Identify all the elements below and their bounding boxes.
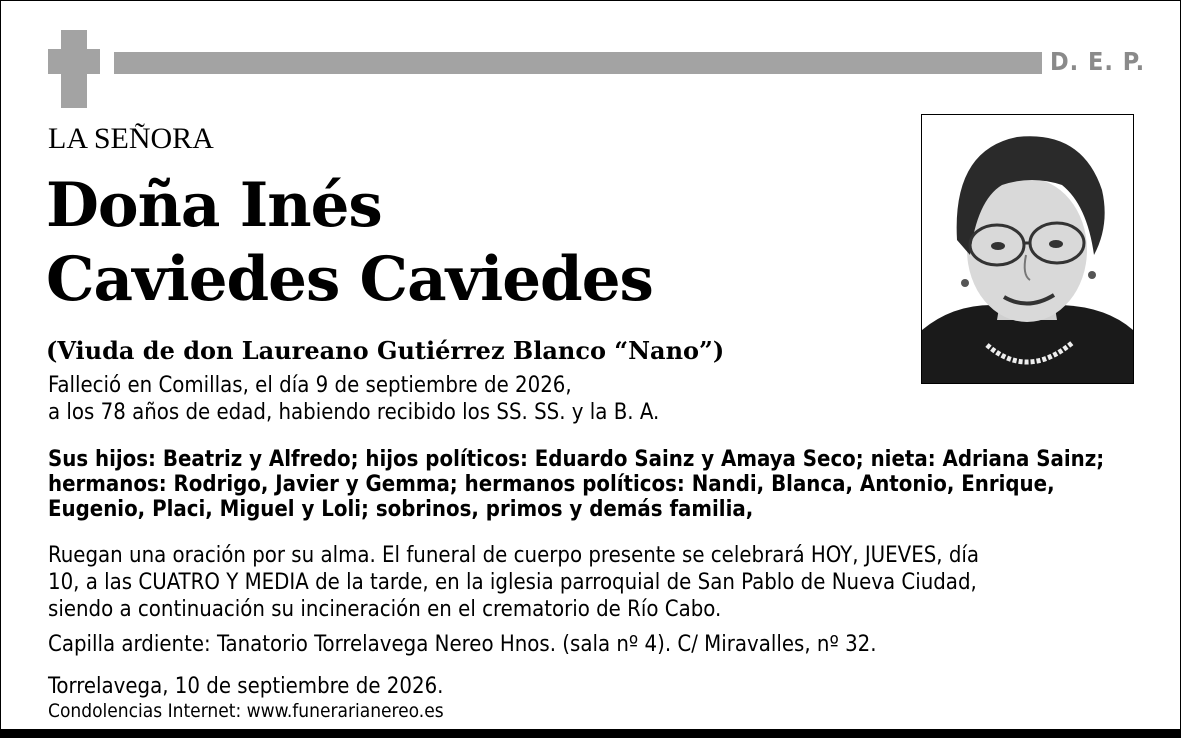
family-line: Sus hijos: Beatriz y Alfredo; hijos políticos: Eduardo Sainz y Amaya Seco; nieta: Adriana Sainz; [48,447,1105,472]
family-line: Eugenio, Placi, Miguel y Loli; sobrinos, primos y demás familia, [48,497,754,522]
deceased-name-first: Doña Inés [46,170,382,241]
widow-line: (Viuda de don Laureano Gutiérrez Blanco “Nano”) [46,336,725,365]
cross-icon-horizontal [48,49,100,74]
family-block [48,445,1138,524]
place-date: Torrelavega, 10 de septiembre de 2026. [48,674,444,699]
funeral-line: Ruegan una oración por su alma. El funeral de cuerpo presente se celebrará HOY, JUEVES, día [48,543,980,568]
deceased-name-surnames: Caviedes Caviedes [46,244,653,315]
portrait-icon [922,115,1133,383]
death-line-1: Falleció en Comillas, el día 9 de septiembre de 2026, [48,373,572,398]
death-line-2: a los 78 años de edad, habiendo recibido los SS. SS. y la B. A. [48,400,660,425]
header-rule [114,52,1042,74]
funeral-line: 10, a las CUATRO Y MEDIA de la tarde, en la iglesia parroquial de San Pablo de Nueva Ciudad, [48,570,977,595]
chapel-line: Capilla ardiente: Tanatorio Torrelavega Nereo Hnos. (sala nº 4). C/ Miravalles, nº 32. [48,632,877,657]
family-line: hermanos: Rodrigo, Javier y Gemma; hermanos políticos: Nandi, Blanca, Antonio, Enrique, [48,472,1055,497]
condolences-line: Condolencias Internet: www.funerarianereo.es [48,700,444,722]
honorific: LA SEÑORA [48,122,214,155]
funeral-line: siendo a continuación su incineración en el crematorio de Río Cabo. [48,597,722,622]
dep-label: D. E. P. [1050,47,1146,76]
bottom-rule [1,729,1180,737]
portrait-photo [921,114,1134,384]
